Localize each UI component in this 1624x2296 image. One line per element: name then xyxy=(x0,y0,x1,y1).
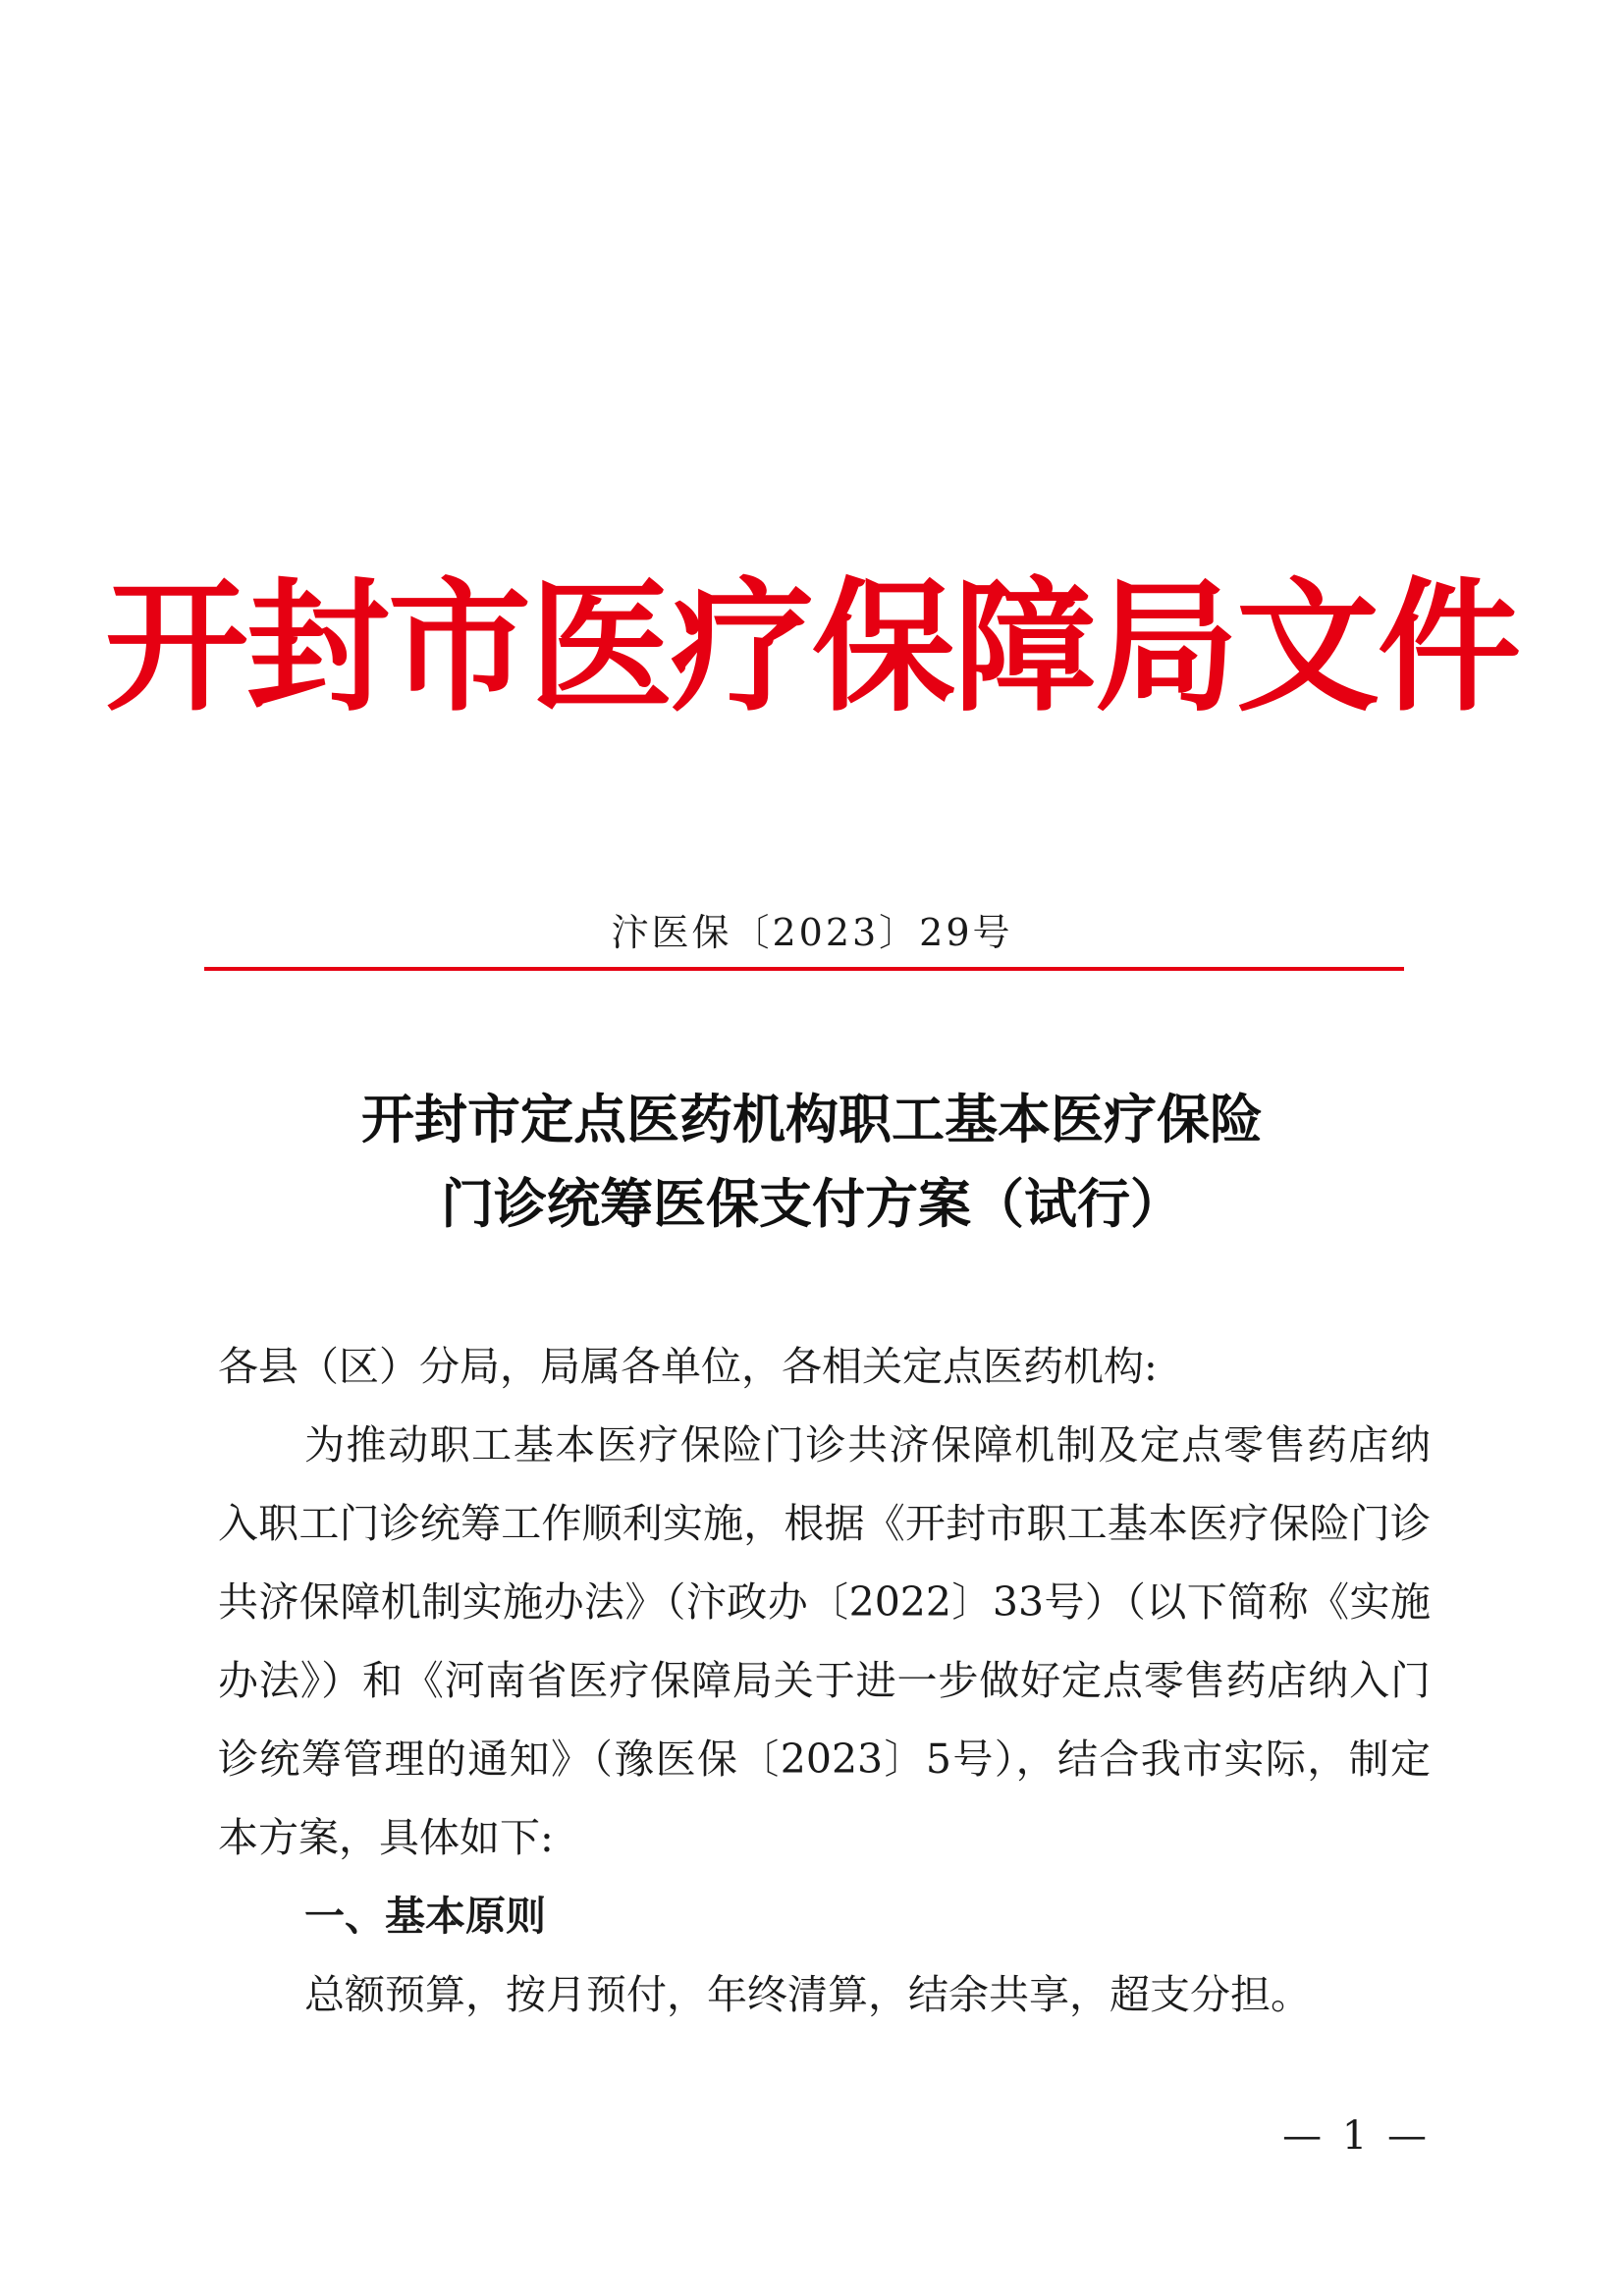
intro-paragraph: 为推动职工基本医疗保险门诊共济保障机制及定点零售药店纳入职工门诊统筹工作顺利实施，根据《开封市职工基本医疗保险门诊共济保障机制实施办法》（汴政办〔2022〕33号）（以下简称《实施办法》）和《河南省医疗保障局关于进一步做好定点零售药店纳入门诊统筹管理的通知》（豫医保〔2023〕5号），结合我市实际，制定本方案，具体如下: xyxy=(218,1421,1431,1861)
document-title xyxy=(0,1078,1624,1247)
title-line-2: 门诊统筹医保支付方案（试行） xyxy=(441,1173,1183,1235)
salutation: 各县（区）分局，局属各单位，各相关定点医药机构: xyxy=(218,1343,1158,1390)
red-separator-line xyxy=(204,967,1404,971)
document-masthead: 开封市医疗保障局文件 xyxy=(105,563,1519,731)
document-number: 汴医保〔2023〕29号 xyxy=(611,911,1013,954)
title-line-1: 开封市定点医药机构职工基本医疗保险 xyxy=(361,1089,1263,1150)
page-number: — 1 — xyxy=(1282,2113,1431,2159)
document-body xyxy=(218,1327,1431,2034)
section-heading-basic-principles: 一、基本原则 xyxy=(304,1893,546,1940)
section-text-basic-principles: 总额预算，按月预付，年终清算，结余共享，超支分担。 xyxy=(304,1971,1311,2018)
